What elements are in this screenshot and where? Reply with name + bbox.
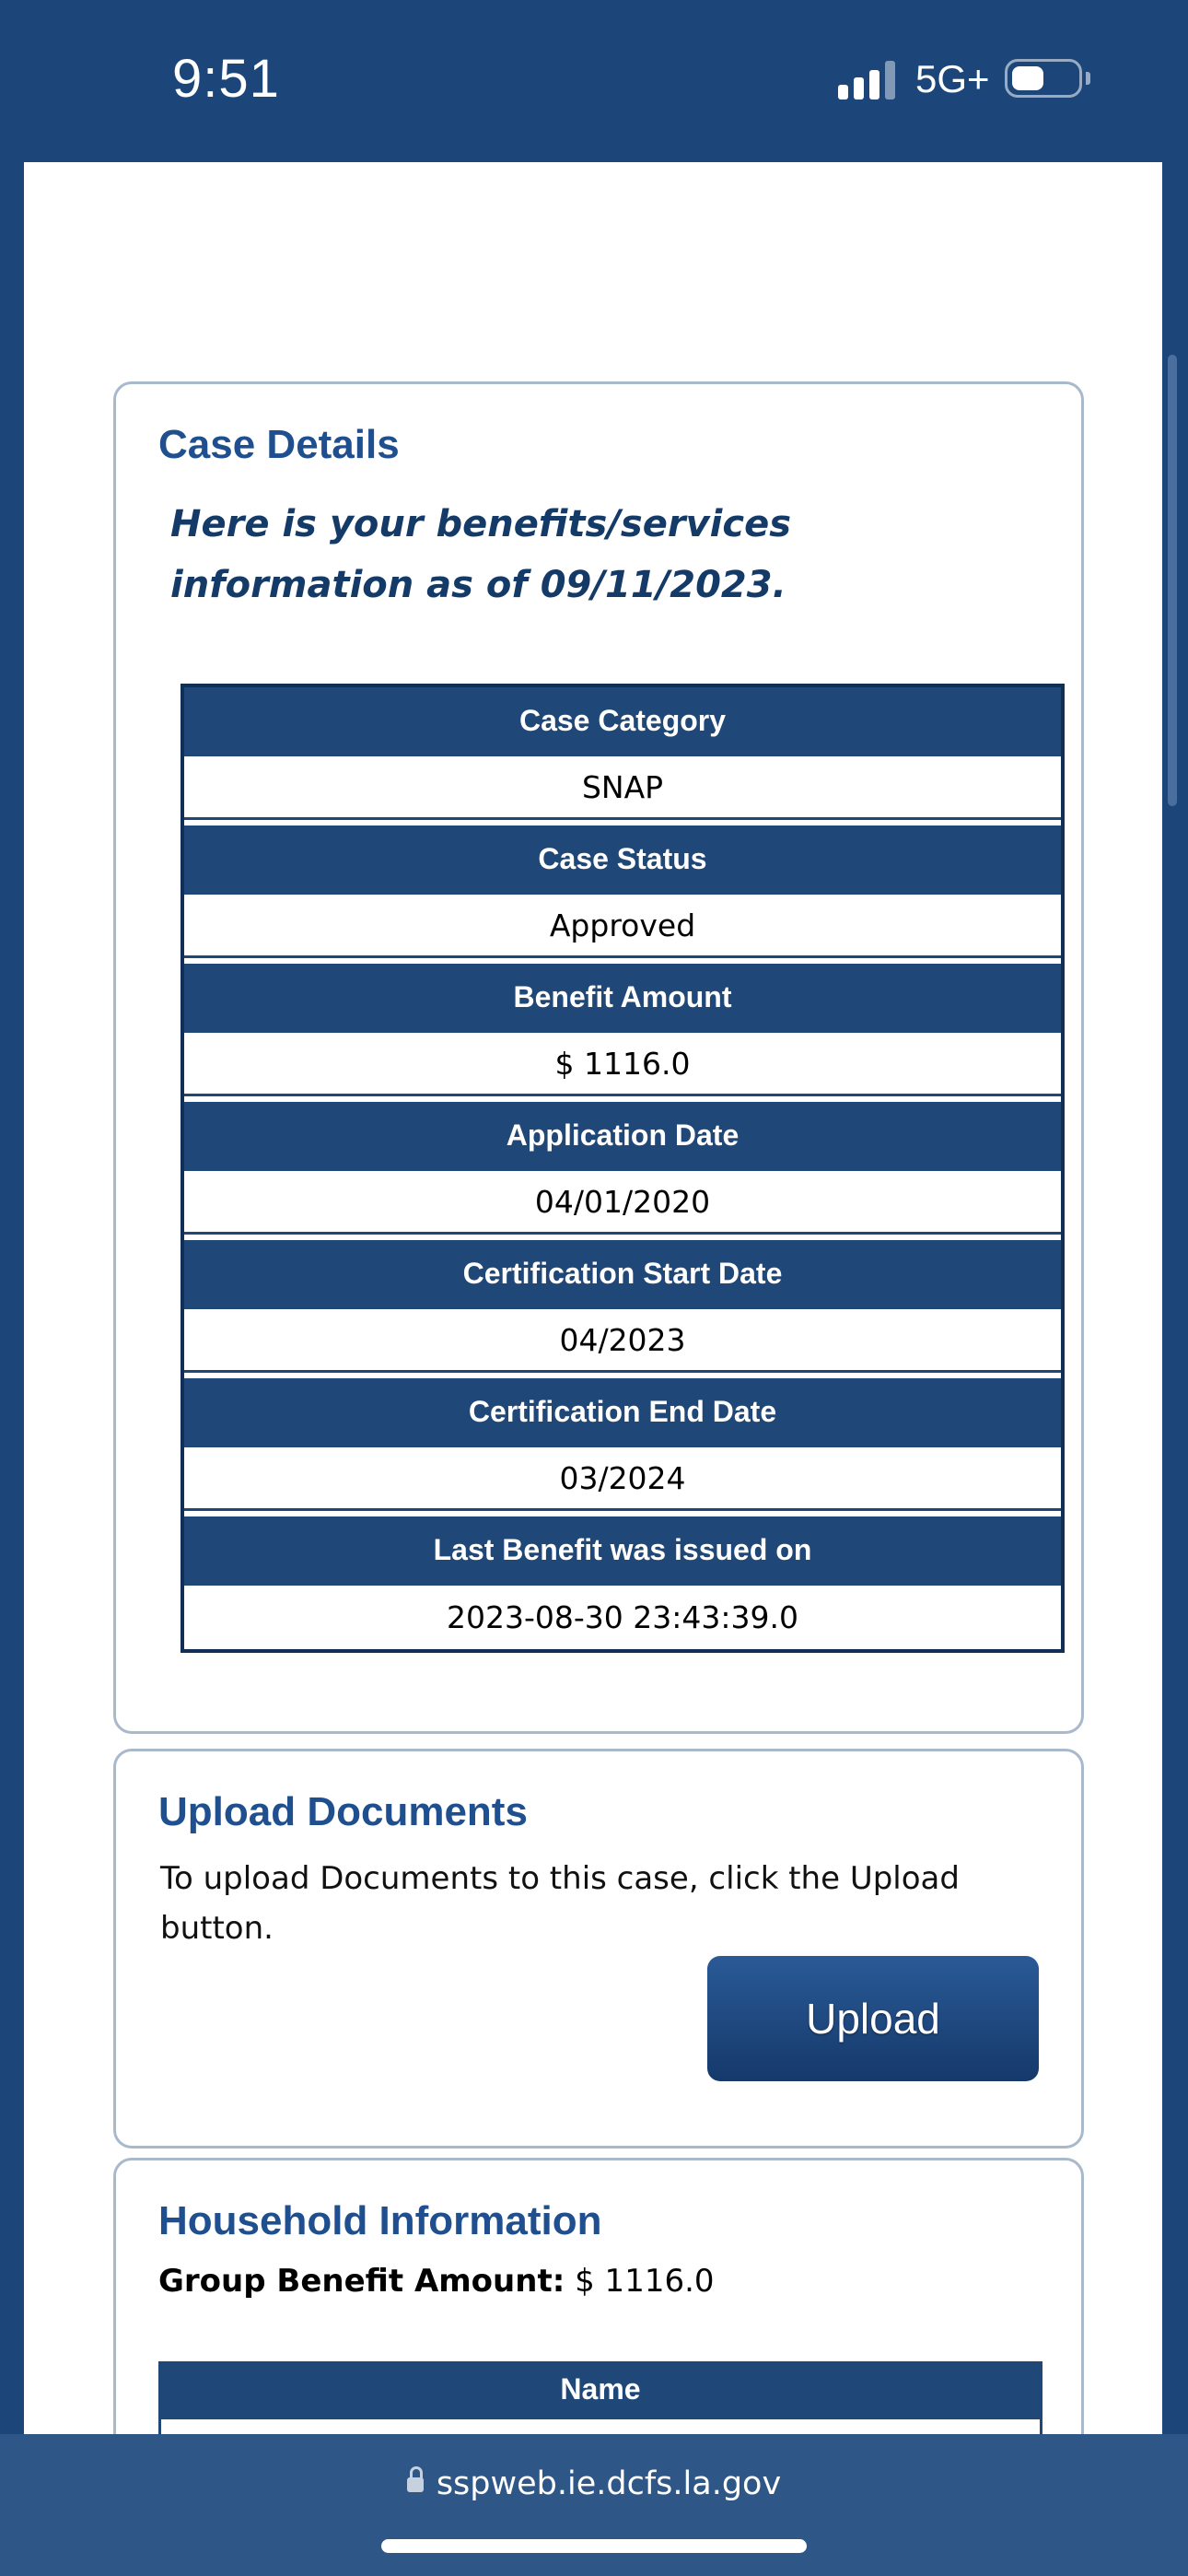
household-information-title: Household Information: [158, 2198, 602, 2243]
group-benefit-label: Group Benefit Amount:: [158, 2263, 565, 2300]
signal-icon: [838, 61, 897, 100]
upload-instructions: To upload Documents to this case, click the Upload button.: [160, 1860, 960, 1947]
upload-button[interactable]: Upload: [707, 1956, 1039, 2081]
status-time: 9:51: [172, 49, 280, 109]
case-details-table: [181, 684, 1065, 1653]
status-bar: [0, 0, 1188, 162]
household-name-header: Name: [158, 2361, 1042, 2417]
upload-documents-title: Upload Documents: [158, 1789, 528, 1834]
row-value-case-status: Approved: [184, 892, 1061, 958]
row-label-last-benefit: Last Benefit was issued on: [184, 1516, 1061, 1583]
network-type: 5G+: [915, 57, 990, 100]
row-value-case-category: SNAP: [184, 754, 1061, 820]
group-benefit-amount: [158, 2263, 715, 2300]
page-scrollbar[interactable]: [1168, 355, 1177, 806]
row-value-last-benefit: 2023-08-30 23:43:39.0: [184, 1583, 1061, 1649]
row-label-case-status: Case Status: [184, 825, 1061, 892]
row-value-benefit-amount: $ 1116.0: [184, 1030, 1061, 1096]
group-benefit-value: $ 1116.0: [565, 2263, 715, 2300]
case-details-intro: Here is your benefits/services information as of 09/11/2023.: [170, 503, 792, 606]
web-page: [24, 162, 1162, 2438]
browser-address-bar[interactable]: [0, 2434, 1188, 2576]
row-value-certification-start: 04/2023: [184, 1306, 1061, 1373]
case-details-title: Case Details: [158, 422, 400, 467]
row-label-case-category: Case Category: [184, 687, 1061, 754]
row-label-certification-end: Certification End Date: [184, 1378, 1061, 1445]
home-indicator[interactable]: [381, 2539, 807, 2553]
row-value-application-date: 04/01/2020: [184, 1168, 1061, 1235]
row-label-application-date: Application Date: [184, 1102, 1061, 1168]
url-text: sspweb.ie.dcfs.la.gov: [436, 2465, 782, 2502]
lock-icon: [407, 2477, 424, 2492]
row-value-certification-end: 03/2024: [184, 1445, 1061, 1511]
row-label-benefit-amount: Benefit Amount: [184, 964, 1061, 1030]
row-label-certification-start: Certification Start Date: [184, 1240, 1061, 1306]
battery-icon: [1005, 59, 1082, 98]
url-display[interactable]: [0, 2465, 1188, 2502]
